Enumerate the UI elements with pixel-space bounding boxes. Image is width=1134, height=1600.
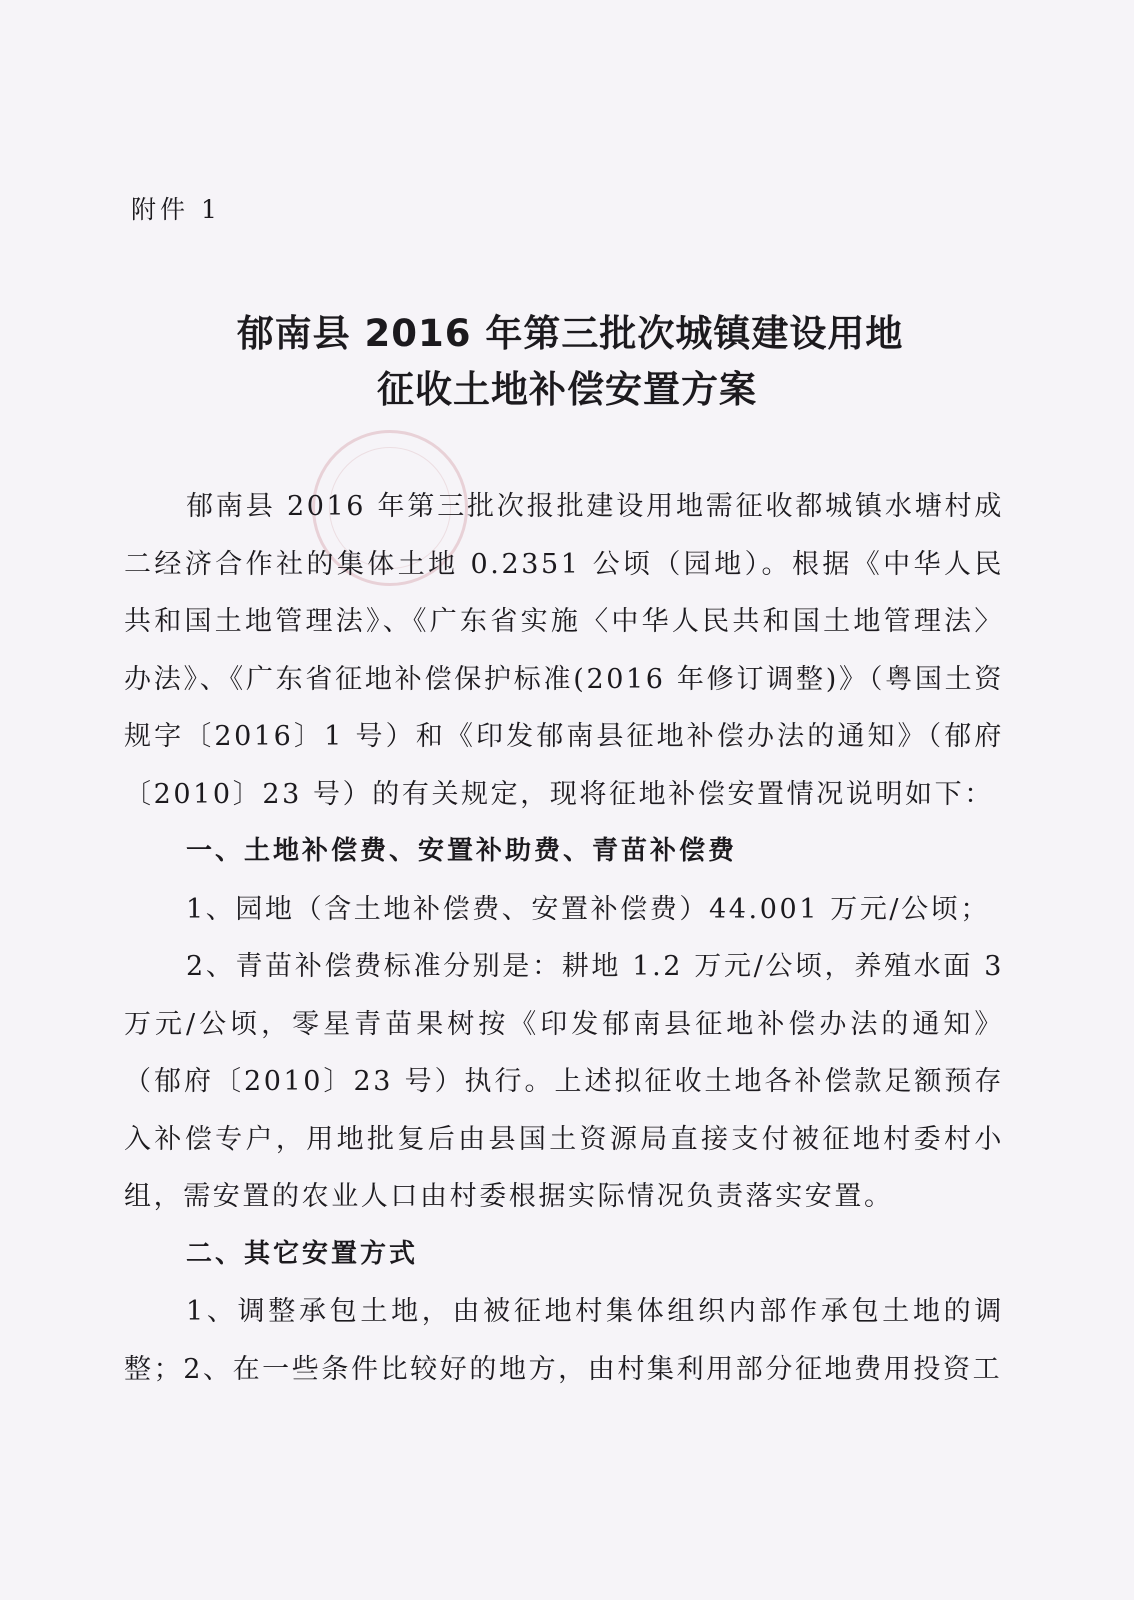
- document-body: [124, 478, 1004, 1398]
- attachment-label: 附件 1: [131, 195, 221, 224]
- document-title-line-1: 郁南县 2016 年第三批次城镇建设用地: [236, 312, 904, 355]
- section-1-item-1: 1、园地（含土地补偿费、安置补偿费）44.001 万元/公顷；: [186, 893, 990, 925]
- section-2-item-1: 1、调整承包土地，由被征地村集体组织内部作承包土地的调整；2、在一些条件比较好的地方，由村集利用部分征地费用投资工: [124, 1296, 1004, 1385]
- document-title-line-2: 征收土地补偿安置方案: [377, 368, 757, 411]
- section-1-item-2: 2、青苗补偿费标准分别是：耕地 1.2 万元/公顷，养殖水面 3 万元/公顷，零星青苗果树按《印发郁南县征地补偿办法的通知》（郁府〔2010〕23 号）执行。上述拟征收土地各补偿款足额预存入补偿专户，用地批复后由县国土资源局直接支付被征地村委村小组，需安置的农业人口由村委根据实际情况负责落实安置。: [124, 951, 1004, 1212]
- document-title: [0, 306, 1134, 418]
- section-1-heading: 一、土地补偿费、安置补助费、青苗补偿费: [186, 836, 738, 866]
- intro-paragraph: 郁南县 2016 年第三批次报批建设用地需征收都城镇水塘村成二经济合作社的集体土地 0.2351 公顷（园地）。根据《中华人民共和国土地管理法》、《广东省实施〈中华人民共和国土地管理法〉办法》、《广东省征地补偿保护标准(2016 年修订调整)》（粤国土资规字〔2016〕1 号）和《印发郁南县征地补偿办法的通知》（郁府〔2010〕23 号）的有关规定，现将征地补偿安置情况说明如下：: [124, 491, 1004, 810]
- section-2-heading: 二、其它安置方式: [186, 1238, 419, 1269]
